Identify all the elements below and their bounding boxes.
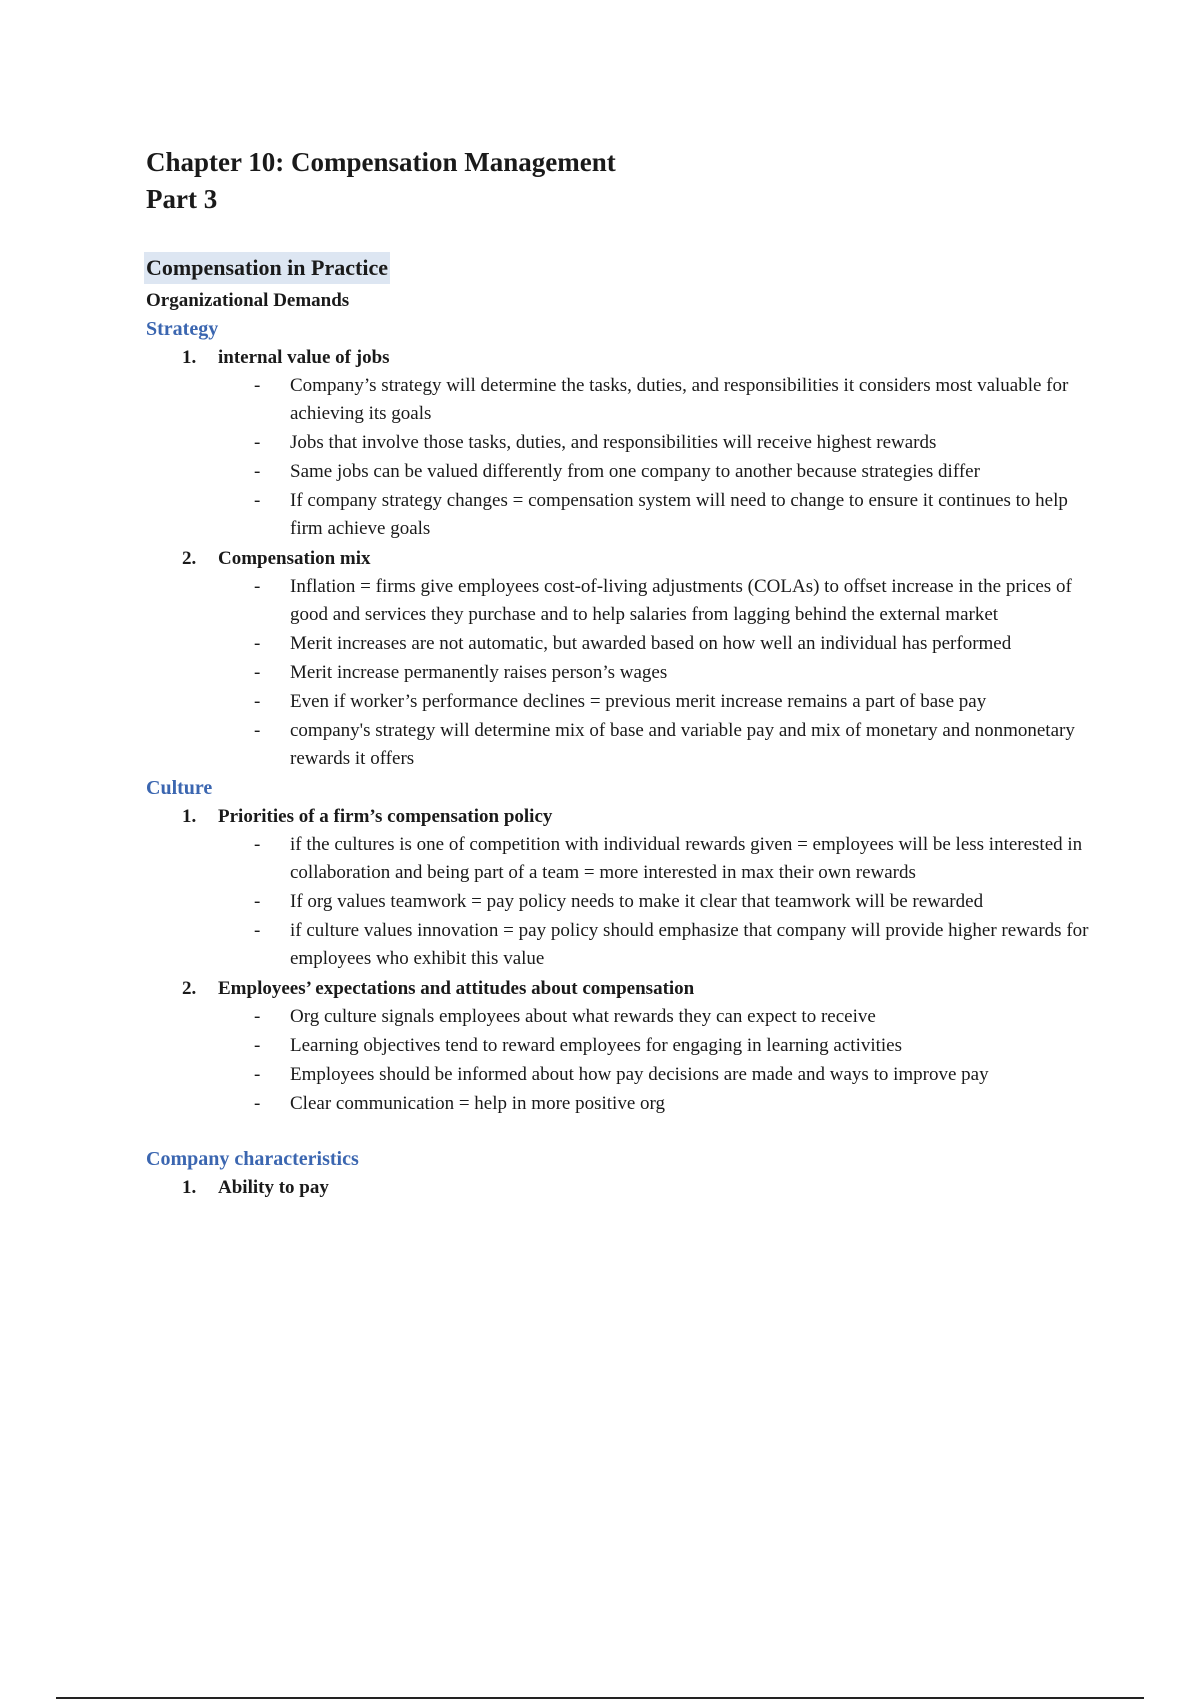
part-label: Part 3	[146, 184, 218, 214]
item-number: 2.	[182, 548, 197, 569]
bullet-text: If company strategy changes = compensation system will need to change to ensure it continues to help firm achieve goals	[290, 490, 1068, 539]
numbered-list	[146, 1173, 1096, 1202]
bullet-text: Company’s strategy will determine the tasks, duties, and responsibilities it considers most valuable for achieving its goals	[290, 375, 1069, 424]
item-title: Employees’ expectations and attitudes about compensation	[218, 978, 695, 999]
bullet-text: company's strategy will determine mix of base and variable pay and mix of monetary and nonmonetary rewards it offers	[290, 720, 1075, 769]
bullet-text: Inflation = firms give employees cost-of-living adjustments (COLAs) to offset increase in the prices of good and services they purchase and to help salaries from lagging behind the external market	[290, 576, 1072, 625]
strategy-heading: Strategy	[146, 318, 219, 340]
dash-marker: -	[254, 1064, 261, 1085]
dash-marker: -	[254, 891, 261, 912]
culture-heading: Culture	[146, 777, 213, 799]
item-title: internal value of jobs	[218, 347, 390, 368]
bullet-text: if culture values innovation = pay policy should emphasize that company will provide higher rewards for employees who exhibit this value	[290, 920, 1089, 969]
bullet-point	[218, 831, 1100, 887]
bullet-text: Jobs that involve those tasks, duties, and responsibilities will receive highest rewards	[290, 432, 937, 453]
section-subheading: Organizational Demands	[146, 290, 350, 311]
bullet-point	[218, 573, 1100, 629]
bullet-text: Clear communication = help in more positive org	[290, 1093, 665, 1114]
dash-marker: -	[254, 461, 261, 482]
chapter-title: Chapter 10: Compensation Management	[146, 147, 616, 177]
bullet-point	[218, 717, 1100, 773]
item-number: 2.	[182, 978, 197, 999]
bullet-text: Merit increases are not automatic, but awarded based on how well an individual has performed	[290, 633, 1012, 654]
bullet-point	[218, 1003, 1100, 1031]
item-title: Priorities of a firm’s compensation policy	[218, 806, 553, 827]
bullet-text: Merit increase permanently raises person’s wages	[290, 662, 668, 683]
culture-section	[146, 774, 1096, 1118]
bullet-point	[218, 630, 1100, 658]
numbered-item	[146, 544, 1096, 773]
numbered-item	[146, 1173, 1096, 1202]
numbered-list	[146, 343, 1096, 773]
dash-marker: -	[254, 1093, 261, 1114]
numbered-item	[146, 974, 1096, 1118]
item-number: 1.	[182, 806, 197, 827]
bullet-point	[218, 372, 1100, 428]
bullet-text: if the cultures is one of competition with individual rewards given = employees will be less interested in collaboration and being part of a team = more interested in max their own rewards	[290, 834, 1083, 883]
bullet-text: Org culture signals employees about what rewards they can expect to receive	[290, 1006, 876, 1027]
bullet-point	[218, 688, 1100, 716]
bullet-list	[218, 573, 1096, 773]
dash-marker: -	[254, 1006, 261, 1027]
page-bottom-rule	[56, 1697, 1144, 1699]
dash-marker: -	[254, 633, 261, 654]
notes-content	[146, 252, 1096, 1202]
item-number: 1.	[182, 1177, 197, 1198]
company-section	[146, 1145, 1096, 1202]
dash-marker: -	[254, 920, 261, 941]
numbered-item	[146, 343, 1096, 543]
dash-marker: -	[254, 662, 261, 683]
dash-marker: -	[254, 576, 261, 597]
bullet-point	[218, 1090, 1100, 1118]
bullet-list	[218, 372, 1096, 543]
item-title: Compensation mix	[218, 548, 371, 569]
bullet-point	[218, 487, 1100, 543]
title-block	[146, 144, 616, 218]
bullet-point	[218, 458, 1100, 486]
bullet-point	[218, 1061, 1100, 1089]
dash-marker: -	[254, 432, 261, 453]
bullet-list	[218, 831, 1096, 973]
dash-marker: -	[254, 375, 261, 396]
bullet-point	[218, 429, 1100, 457]
numbered-item	[146, 802, 1096, 973]
bullet-text: Even if worker’s performance declines = previous merit increase remains a part of base pay	[290, 691, 987, 712]
item-title: Ability to pay	[218, 1177, 329, 1198]
bullet-point	[218, 917, 1100, 973]
dash-marker: -	[254, 834, 261, 855]
bullet-point	[218, 888, 1100, 916]
bullet-point	[218, 1032, 1100, 1060]
strategy-section	[146, 315, 1096, 773]
item-number: 1.	[182, 347, 197, 368]
bullet-text: Same jobs can be valued differently from one company to another because strategies differ	[290, 461, 980, 482]
dash-marker: -	[254, 720, 261, 741]
bullet-text: Learning objectives tend to reward employees for engaging in learning activities	[290, 1035, 903, 1056]
dash-marker: -	[254, 1035, 261, 1056]
bullet-text: If org values teamwork = pay policy needs to make it clear that teamwork will be rewarded	[290, 891, 984, 912]
dash-marker: -	[254, 691, 261, 712]
company-heading: Company characteristics	[146, 1148, 359, 1170]
dash-marker: -	[254, 490, 261, 511]
section-heading: Compensation in Practice	[144, 252, 390, 284]
bullet-point	[218, 659, 1100, 687]
bullet-list	[218, 1003, 1096, 1118]
numbered-list	[146, 802, 1096, 1118]
bullet-text: Employees should be informed about how pay decisions are made and ways to improve pay	[290, 1064, 989, 1085]
